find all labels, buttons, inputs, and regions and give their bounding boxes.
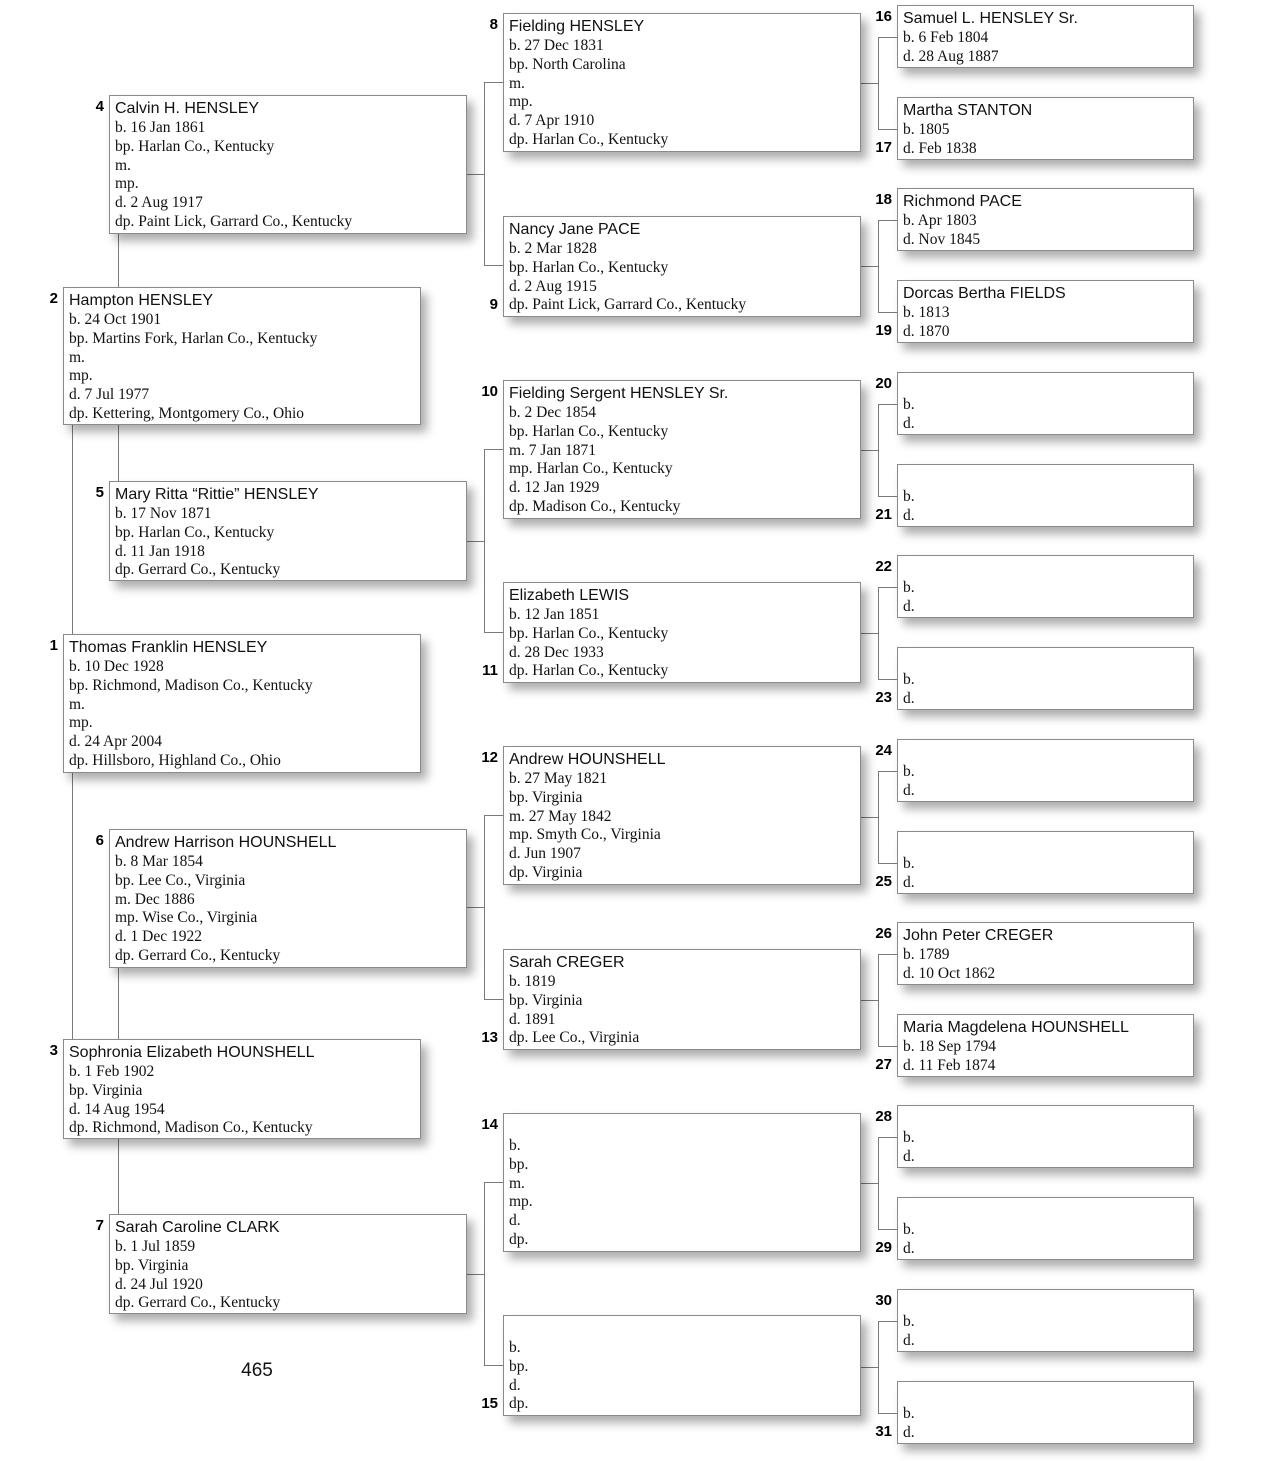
connector-line — [878, 496, 897, 497]
person-detail: m. — [69, 695, 85, 713]
person-box-1 — [63, 634, 421, 773]
person-detail: mp. — [115, 175, 139, 193]
connector-line — [484, 82, 485, 266]
person-detail: m. — [69, 348, 85, 366]
connector-line — [467, 907, 484, 908]
person-name — [903, 558, 1188, 579]
person-detail: d. 7 Jul 1977 — [69, 386, 150, 404]
person-detail: d. Nov 1845 — [903, 230, 981, 248]
person-box-15 — [503, 1315, 861, 1416]
person-detail: b. — [903, 1221, 915, 1238]
connector-line — [878, 587, 879, 680]
person-detail: d. — [903, 414, 915, 432]
ahnentafel-number: 23 — [875, 689, 892, 706]
ahnentafel-number: 3 — [49, 1042, 58, 1059]
ahnentafel-number: 25 — [875, 873, 892, 890]
ahnentafel-number: 11 — [482, 662, 498, 679]
person-name — [509, 1318, 855, 1339]
person-box-25 — [897, 831, 1194, 894]
connector-line — [878, 1321, 897, 1322]
person-detail: d. 11 Jan 1918 — [115, 542, 205, 560]
person-detail: b. — [509, 1137, 521, 1154]
ahnentafel-number: 22 — [875, 558, 892, 575]
person-detail: m. 27 May 1842 — [509, 807, 612, 825]
person-box-5 — [109, 481, 467, 581]
person-detail: dp. Gerrard Co., Kentucky — [115, 946, 281, 964]
person-detail: b. 17 Nov 1871 — [115, 505, 212, 522]
ahnentafel-number: 5 — [95, 484, 104, 501]
page-number: 465 — [241, 1360, 273, 1381]
connector-line — [484, 82, 503, 83]
connector-line — [878, 37, 879, 130]
person-detail: d. 24 Apr 2004 — [69, 733, 162, 751]
person-name — [903, 1292, 1188, 1313]
person-detail: mp. — [509, 93, 533, 111]
person-detail: b. — [903, 579, 915, 596]
person-box-20 — [897, 372, 1194, 435]
person-box-21 — [897, 464, 1194, 527]
person-detail: d. — [903, 873, 915, 891]
person-name: John Peter CREGER — [903, 927, 1054, 944]
connector-line — [878, 587, 897, 588]
ahnentafel-number: 29 — [875, 1239, 892, 1256]
person-detail: dp. Paint Lick, Garrard Co., Kentucky — [115, 212, 353, 230]
person-detail: dp. Lee Co., Virginia — [509, 1029, 640, 1047]
person-box-2 — [63, 287, 421, 425]
connector-line — [878, 1137, 897, 1138]
person-detail: d. — [903, 1147, 915, 1165]
person-detail: dp. Gerrard Co., Kentucky — [115, 1294, 281, 1312]
connector-line — [861, 1000, 878, 1001]
person-detail: m. Dec 1886 — [115, 890, 195, 908]
person-box-26 — [897, 922, 1194, 985]
person-detail: d. 1870 — [903, 322, 950, 340]
person-detail: m. — [115, 156, 131, 174]
person-box-14 — [503, 1113, 861, 1252]
person-detail: bp. Harlan Co., Kentucky — [509, 258, 669, 276]
person-detail: d. 1891 — [509, 1010, 556, 1028]
person-detail: bp. Harlan Co., Kentucky — [115, 137, 275, 155]
person-name: Dorcas Bertha FIELDS — [903, 285, 1066, 302]
connector-line — [878, 1137, 879, 1230]
person-detail: d. 2 Aug 1915 — [509, 277, 597, 295]
connector-line — [878, 1321, 879, 1414]
ahnentafel-number: 27 — [875, 1056, 892, 1073]
person-detail: bp. Lee Co., Virginia — [115, 871, 246, 889]
person-detail: d. 10 Oct 1862 — [903, 964, 996, 982]
ahnentafel-number: 14 — [481, 1116, 498, 1133]
person-detail: b. 2 Dec 1854 — [509, 404, 596, 421]
connector-line — [878, 129, 897, 130]
person-detail: b. 2 Mar 1828 — [509, 240, 597, 257]
person-detail: d. — [903, 597, 915, 615]
connector-line — [484, 449, 485, 633]
person-detail: dp. — [509, 1230, 529, 1248]
person-name: Nancy Jane PACE — [509, 221, 641, 238]
person-detail: b. — [903, 488, 915, 505]
person-name: Fielding Sergent HENSLEY Sr. — [509, 385, 729, 402]
person-name: Sophronia Elizabeth HOUNSHELL — [69, 1044, 315, 1061]
person-name — [903, 650, 1188, 671]
ahnentafel-number: 18 — [875, 191, 892, 208]
person-detail: b. 1789 — [903, 946, 950, 963]
connector-line — [484, 999, 503, 1000]
person-box-18 — [897, 188, 1194, 251]
person-detail: b. 8 Mar 1854 — [115, 853, 203, 870]
connector-line — [861, 633, 878, 634]
connector-line — [484, 632, 503, 633]
person-name: Maria Magdelena HOUNSHELL — [903, 1019, 1129, 1036]
connector-line — [467, 174, 484, 175]
person-detail: mp. — [69, 367, 93, 385]
person-detail: b. 27 May 1821 — [509, 770, 608, 787]
connector-line — [861, 817, 878, 818]
connector-line — [878, 37, 897, 38]
connector-line — [861, 450, 878, 451]
person-detail: d. Jun 1907 — [509, 845, 581, 863]
connector-line — [861, 1183, 878, 1184]
person-box-7 — [109, 1214, 467, 1314]
ahnentafel-number: 9 — [489, 296, 498, 313]
person-detail: d. 7 Apr 1910 — [509, 112, 595, 130]
person-detail: b. 1819 — [509, 973, 556, 990]
connector-line — [861, 1367, 878, 1368]
person-box-27 — [897, 1014, 1194, 1077]
person-detail: dp. Kettering, Montgomery Co., Ohio — [69, 404, 305, 422]
person-box-23 — [897, 647, 1194, 710]
ahnentafel-number: 16 — [875, 8, 892, 25]
person-detail: b. — [903, 855, 915, 872]
person-name: Fielding HENSLEY — [509, 18, 645, 35]
person-detail: dp. Paint Lick, Garrard Co., Kentucky — [509, 296, 747, 314]
ahnentafel-number: 13 — [481, 1029, 498, 1046]
person-box-9 — [503, 216, 861, 317]
person-name: Thomas Franklin HENSLEY — [69, 639, 268, 656]
ahnentafel-number: 10 — [481, 383, 498, 400]
person-name: Samuel L. HENSLEY Sr. — [903, 10, 1078, 27]
person-detail: m. 7 Jan 1871 — [509, 441, 596, 459]
connector-line — [878, 312, 897, 313]
ahnentafel-number: 28 — [875, 1108, 892, 1125]
person-detail: b. 1 Feb 1902 — [69, 1063, 155, 1080]
person-detail: b. 16 Jan 1861 — [115, 119, 206, 136]
connector-line — [118, 234, 119, 287]
person-detail: d. — [903, 1331, 915, 1349]
connector-line — [118, 1139, 119, 1214]
person-detail: b. — [903, 1129, 915, 1146]
connector-line — [861, 266, 878, 267]
person-detail: dp. Hillsboro, Highland Co., Ohio — [69, 751, 281, 769]
person-name: Hampton HENSLEY — [69, 292, 214, 309]
person-box-31 — [897, 1381, 1194, 1444]
person-name: Andrew HOUNSHELL — [509, 751, 666, 768]
person-box-6 — [109, 829, 467, 968]
person-detail: m. — [509, 74, 525, 92]
person-box-17 — [897, 97, 1194, 160]
person-detail: b. — [903, 1313, 915, 1330]
ahnentafel-number: 8 — [489, 16, 498, 33]
person-detail: d. — [509, 1376, 521, 1394]
person-detail: mp. Wise Co., Virginia — [115, 909, 258, 927]
ahnentafel-number: 4 — [95, 98, 104, 115]
person-detail: b. Apr 1803 — [903, 212, 977, 229]
person-detail: d. 14 Aug 1954 — [69, 1100, 165, 1118]
ahnentafel-number: 17 — [875, 139, 892, 156]
ahnentafel-number: 7 — [95, 1217, 104, 1234]
person-name — [903, 1200, 1188, 1221]
person-box-11 — [503, 582, 861, 683]
person-box-16 — [897, 5, 1194, 68]
person-detail: d. 28 Dec 1933 — [509, 643, 604, 661]
connector-line — [861, 83, 878, 84]
person-name — [903, 1384, 1188, 1405]
person-detail: b. — [903, 671, 915, 688]
person-name — [903, 1108, 1188, 1129]
person-detail: d. — [903, 781, 915, 799]
connector-line — [878, 771, 897, 772]
person-detail: b. 10 Dec 1928 — [69, 658, 164, 675]
person-name: Richmond PACE — [903, 193, 1022, 210]
person-detail: dp. Harlan Co., Kentucky — [509, 130, 669, 148]
person-detail: b. 27 Dec 1831 — [509, 37, 604, 54]
person-box-29 — [897, 1197, 1194, 1260]
person-box-12 — [503, 746, 861, 885]
person-detail: d. 28 Aug 1887 — [903, 47, 999, 65]
person-detail: bp. Virginia — [509, 788, 583, 806]
connector-line — [484, 1182, 485, 1366]
connector-line — [484, 1365, 503, 1366]
person-detail: d. — [903, 506, 915, 524]
person-detail: d. 1 Dec 1922 — [115, 928, 202, 946]
connector-line — [484, 815, 503, 816]
ahnentafel-number: 30 — [875, 1292, 892, 1309]
person-detail: mp. Harlan Co., Kentucky — [509, 460, 673, 478]
connector-line — [467, 541, 484, 542]
person-detail: dp. Harlan Co., Kentucky — [509, 662, 669, 680]
ahnentafel-number: 21 — [875, 506, 892, 523]
person-detail: bp. North Carolina — [509, 55, 626, 73]
person-detail: d. Feb 1838 — [903, 139, 977, 157]
person-detail: d. — [903, 689, 915, 707]
person-detail: b. 18 Sep 1794 — [903, 1038, 996, 1055]
person-detail: dp. Gerrard Co., Kentucky — [115, 561, 281, 579]
person-name — [903, 834, 1188, 855]
person-box-28 — [897, 1105, 1194, 1168]
person-detail: dp. Richmond, Madison Co., Kentucky — [69, 1119, 313, 1137]
person-name — [509, 1116, 855, 1137]
person-box-19 — [897, 280, 1194, 343]
person-box-24 — [897, 739, 1194, 802]
person-box-30 — [897, 1289, 1194, 1352]
connector-line — [467, 1274, 484, 1275]
person-detail: b. 6 Feb 1804 — [903, 29, 989, 46]
person-detail: bp. Virginia — [69, 1081, 143, 1099]
person-detail: bp. Harlan Co., Kentucky — [509, 624, 669, 642]
connector-line — [118, 968, 119, 1039]
ahnentafel-number: 24 — [875, 742, 892, 759]
person-detail: d. 12 Jan 1929 — [509, 479, 600, 497]
person-detail: bp. — [509, 1357, 529, 1375]
person-detail: d. 11 Feb 1874 — [903, 1056, 996, 1074]
person-name — [903, 375, 1188, 396]
person-box-22 — [897, 555, 1194, 618]
person-detail: d. — [903, 1239, 915, 1257]
person-detail: b. — [903, 763, 915, 780]
person-detail: bp. Virginia — [115, 1256, 189, 1274]
person-name: Sarah Caroline CLARK — [115, 1219, 280, 1236]
person-detail: mp. — [509, 1193, 533, 1211]
connector-line — [878, 404, 897, 405]
connector-line — [878, 404, 879, 497]
ahnentafel-number: 15 — [481, 1395, 498, 1412]
person-detail: b. 1 Jul 1859 — [115, 1238, 196, 1255]
person-detail: d. 2 Aug 1917 — [115, 194, 203, 212]
person-detail: bp. — [509, 1155, 529, 1173]
connector-line — [878, 954, 879, 1047]
person-name: Elizabeth LEWIS — [509, 587, 630, 604]
person-detail: d. — [509, 1212, 521, 1230]
ahnentafel-number: 6 — [95, 832, 104, 849]
connector-line — [484, 1182, 503, 1183]
connector-line — [878, 771, 879, 864]
connector-line — [484, 265, 503, 266]
person-detail: dp. — [509, 1395, 529, 1413]
person-box-4 — [109, 95, 467, 234]
connector-line — [484, 449, 503, 450]
connector-line — [878, 954, 897, 955]
ahnentafel-number: 20 — [875, 375, 892, 392]
person-detail: dp. Madison Co., Kentucky — [509, 497, 681, 515]
person-detail: d. 24 Jul 1920 — [115, 1275, 203, 1293]
person-detail: d. — [903, 1423, 915, 1441]
ahnentafel-number: 12 — [481, 749, 498, 766]
connector-line — [484, 815, 485, 1000]
ahnentafel-number: 2 — [49, 290, 58, 307]
connector-line — [878, 1413, 897, 1414]
connector-line — [878, 679, 897, 680]
person-detail: b. 1805 — [903, 121, 950, 138]
person-box-10 — [503, 380, 861, 519]
person-detail: mp. Smyth Co., Virginia — [509, 826, 661, 844]
person-detail: m. — [509, 1174, 525, 1192]
ahnentafel-number: 31 — [875, 1423, 892, 1440]
connector-line — [878, 863, 897, 864]
person-detail: bp. Martins Fork, Harlan Co., Kentucky — [69, 329, 318, 347]
person-name: Sarah CREGER — [509, 954, 625, 971]
person-detail: dp. Virginia — [509, 863, 583, 881]
person-detail: bp. Harlan Co., Kentucky — [115, 523, 275, 541]
ahnentafel-number: 26 — [875, 925, 892, 942]
person-box-13 — [503, 949, 861, 1050]
person-name: Martha STANTON — [903, 102, 1033, 119]
person-box-3 — [63, 1039, 421, 1139]
person-detail: bp. Richmond, Madison Co., Kentucky — [69, 676, 313, 694]
person-name: Andrew Harrison HOUNSHELL — [115, 834, 337, 851]
connector-line — [878, 1046, 897, 1047]
person-name — [903, 467, 1188, 488]
person-detail: b. — [903, 396, 915, 413]
person-detail: b. — [903, 1405, 915, 1422]
person-name — [903, 742, 1188, 763]
person-detail: b. 12 Jan 1851 — [509, 606, 600, 623]
ahnentafel-number: 1 — [49, 637, 58, 654]
person-detail: b. — [509, 1339, 521, 1356]
person-name: Mary Ritta “Rittie” HENSLEY — [115, 486, 319, 503]
person-box-8 — [503, 13, 861, 152]
connector-line — [118, 425, 119, 481]
connector-line — [878, 220, 879, 313]
person-detail: b. 1813 — [903, 304, 950, 321]
person-name: Calvin H. HENSLEY — [115, 100, 260, 117]
person-detail: bp. Virginia — [509, 991, 583, 1009]
connector-line — [878, 1229, 897, 1230]
person-detail: mp. — [69, 714, 93, 732]
person-detail: bp. Harlan Co., Kentucky — [509, 422, 669, 440]
person-detail: b. 24 Oct 1901 — [69, 311, 162, 328]
connector-line — [878, 220, 897, 221]
ahnentafel-number: 19 — [875, 322, 892, 339]
